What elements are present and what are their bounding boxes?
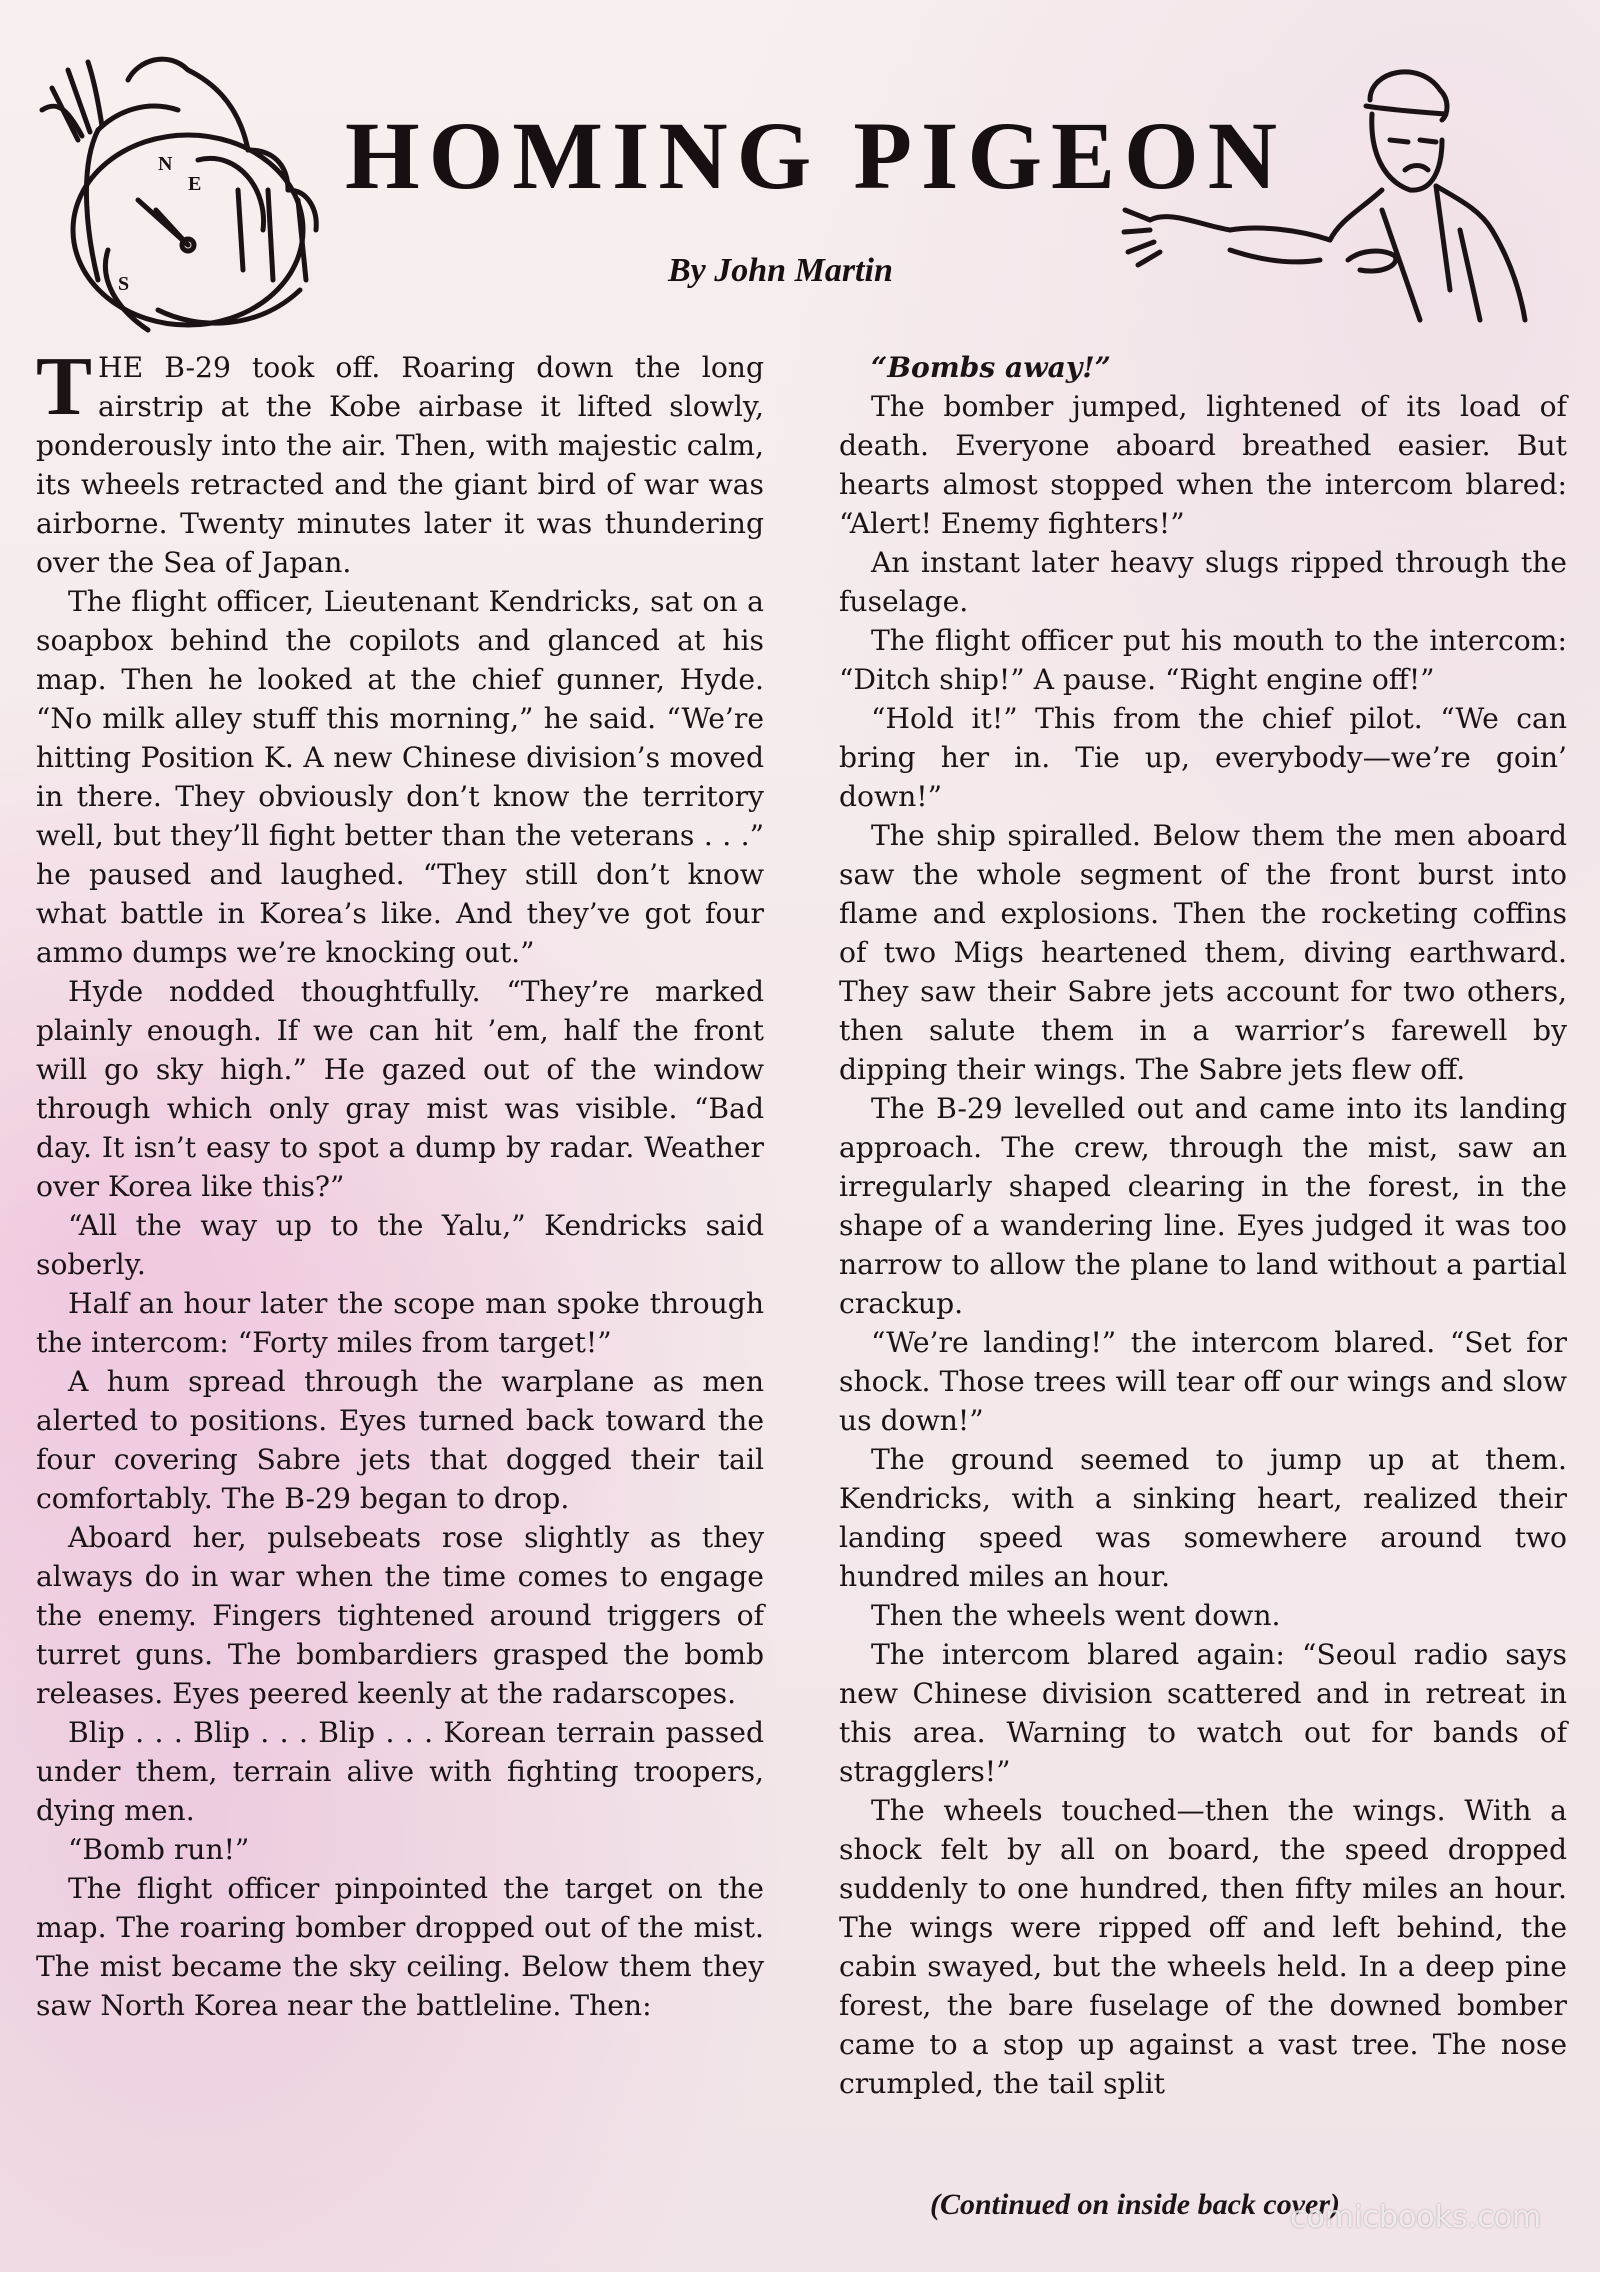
paragraph: The flight officer put his mouth to the intercom: “Ditch ship!” A pause. “Right engine off!” (839, 624, 1567, 696)
story-column-left (36, 340, 764, 2025)
compass-letter-n: N (158, 153, 173, 175)
paragraph: A hum spread through the warplane as men alerted to positions. Eyes turned back toward the four covering Sabre jets that dogged their tail comfortably. The B-29 began to drop. (36, 1365, 764, 1515)
story-header (0, 0, 1600, 350)
paragraph: The flight officer, Lieutenant Kendricks, sat on a soapbox behind the copilots and glanced at his map. Then he looked at the chief gunner, Hyde. “No milk alley stuff this morning,” he said. “We’re hitting Position K. A new Chinese division’s moved in there. They obviously don’t know the territory well, but they’ll fight better than the veterans . . .” he paused and laughed. “They still don’t know what battle in Korea’s like. And they’ve got four ammo dumps we’re knocking out.” (36, 585, 764, 969)
story-byline: By John Martin (668, 252, 893, 289)
paragraph: Aboard her, pulsebeats rose slightly as they always do in war when the time comes to engage the enemy. Fingers tightened around triggers of turret guns. The bombardiers grasped the bomb releases. Eyes peered keenly at the radarscopes. (36, 1521, 764, 1710)
paragraph: The bomber jumped, lightened of its load of death. Everyone aboard breathed easier. But hearts almost stopped when the intercom blared: “Alert! Enemy fighters!” (839, 390, 1567, 540)
paragraph: The intercom blared again: “Seoul radio says new Chinese division scattered and in retreat in this area. Warning to watch out for bands of stragglers!” (839, 1638, 1567, 1788)
paragraph: “All the way up to the Yalu,” Kendricks said soberly. (36, 1209, 764, 1281)
paragraph: “Bombs away!” (871, 351, 1111, 384)
compass-letter-e: E (188, 173, 202, 195)
paragraph: Half an hour later the scope man spoke through the intercom: “Forty miles from target!” (36, 1287, 764, 1359)
paragraph: An instant later heavy slugs ripped through the fuselage. (839, 546, 1567, 618)
paragraph: “Bomb run!” (68, 1833, 250, 1866)
paragraph: “We’re landing!” the intercom blared. “Set for shock. Those trees will tear off our wings and slow us down!” (839, 1326, 1567, 1437)
paragraph: Hyde nodded thoughtfully. “They’re marked plainly enough. If we can hit ’em, half the front will go sky high.” He gazed out of the window through which only gray mist was visible. “Bad day. It isn’t easy to spot a dump by radar. Weather over Korea like this?” (36, 975, 764, 1203)
story-title: HOMING PIGEON (345, 102, 1287, 209)
drop-cap: T (36, 340, 93, 433)
paragraph: THE B-29 took off. Roaring down the long airstrip at the Kobe airbase it lifted slowly, ponderously into the air. Then, with majestic calm, its wheels retracted and the giant bird of war was airborne. Twenty minutes later it was thundering over the Sea of Japan. (36, 340, 764, 579)
continued-note: (Continued on inside back cover) (930, 2188, 1340, 2221)
paragraph: Then the wheels went down. (871, 1599, 1281, 1632)
helmeted-soldier-illustration (1120, 60, 1540, 360)
paragraph: “Hold it!” This from the chief pilot. “We can bring her in. Tie up, everybody—we’re goin’ down!” (839, 702, 1567, 813)
paragraph: The ground seemed to jump up at them. Kendricks, with a sinking heart, realized their landing speed was somewhere around two hundred miles an hour. (839, 1443, 1567, 1593)
story-column-right (839, 348, 1567, 2103)
site-watermark: comicbooks.com (1290, 2200, 1542, 2235)
paragraph: The flight officer pinpointed the target on the map. The roaring bomber dropped out of the mist. The mist became the sky ceiling. Below them they saw North Korea near the battleline. Then: (36, 1872, 764, 2022)
paragraph: The ship spiralled. Below them the men aboard saw the whole segment of the front burst into flame and explosions. Then the rocketing coffins of two Migs heartened them, diving earthward. They saw their Sabre jets account for two others, then salute them in a warrior’s farewell by dipping their wings. The Sabre jets flew off. (839, 819, 1567, 1086)
paragraph: The wheels touched—then the wings. With a shock felt by all on board, the speed dropped suddenly to one hundred, then fifty miles an hour. The wings were ripped off and left behind, the cabin swayed, but the wheels held. In a deep pine forest, the bare fuselage of the downed bomber came to a stop up against a vast tree. The nose crumpled, the tail split (839, 1794, 1567, 2100)
hand-compass-illustration (38, 40, 368, 350)
compass-letter-s: S (118, 273, 130, 295)
paragraph: Blip . . . Blip . . . Blip . . . Korean terrain passed under them, terrain alive with fighting troopers, dying men. (36, 1716, 764, 1827)
paragraph: The B-29 levelled out and came into its landing approach. The crew, through the mist, saw an irregularly shaped clearing in the forest, in the shape of a wandering line. Eyes judged it was too narrow to allow the plane to land without a partial crackup. (839, 1092, 1567, 1320)
